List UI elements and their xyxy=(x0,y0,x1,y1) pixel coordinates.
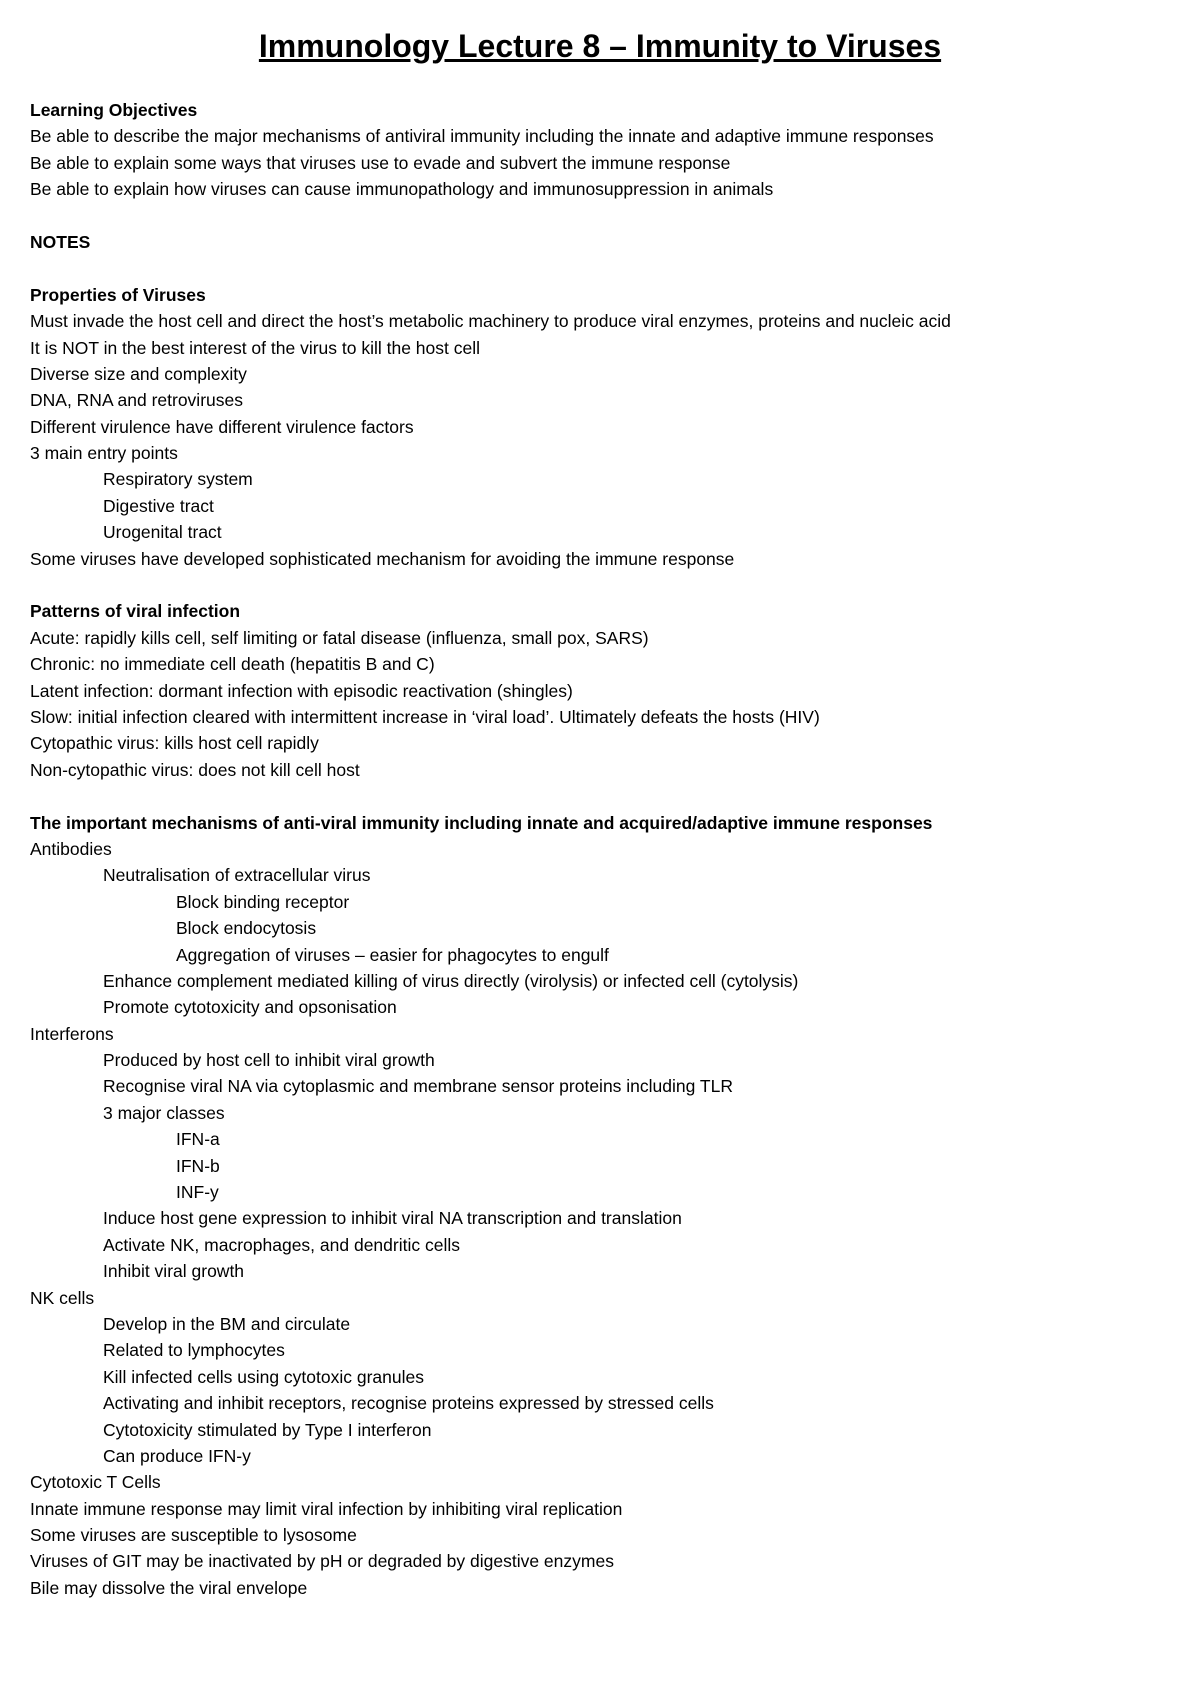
properties-line: Diverse size and complexity xyxy=(30,363,247,384)
neutralisation-item: Block endocytosis xyxy=(176,918,317,939)
objective-item: Be able to explain some ways that viruses use to evade and subvert the immune response xyxy=(30,152,731,173)
entry-point-item: Respiratory system xyxy=(103,469,253,490)
neutralisation-item: Aggregation of viruses – easier for phagocytes to engulf xyxy=(176,944,609,965)
nk-cells-item: Can produce IFN-y xyxy=(103,1445,251,1466)
pattern-line: Cytopathic virus: kills host cell rapidly xyxy=(30,733,319,754)
antibodies-item: Enhance complement mediated killing of virus directly (virolysis) or infected cell (cytolysis) xyxy=(103,970,799,991)
cytotoxic-t-label: Cytotoxic T Cells xyxy=(30,1472,161,1493)
interferon-class: INF-y xyxy=(176,1182,219,1203)
interferons-item: Induce host gene expression to inhibit viral NA transcription and translation xyxy=(103,1208,682,1229)
properties-line: 3 main entry points xyxy=(30,443,178,464)
antibodies-label: Antibodies xyxy=(30,838,112,859)
interferons-item: Activate NK, macrophages, and dendritic cells xyxy=(103,1234,460,1255)
pattern-line: Acute: rapidly kills cell, self limiting or fatal disease (influenza, small pox, SARS) xyxy=(30,627,649,648)
entry-point-item: Urogenital tract xyxy=(103,522,222,543)
objective-item: Be able to describe the major mechanisms of antiviral immunity including the innate and adaptive immune responses xyxy=(30,126,934,147)
neutralisation-item: Block binding receptor xyxy=(176,891,350,912)
nk-cells-item: Develop in the BM and circulate xyxy=(103,1313,351,1334)
properties-closing: Some viruses have developed sophisticated mechanism for avoiding the immune response xyxy=(30,548,735,569)
innate-line: Viruses of GIT may be inactivated by pH or degraded by digestive enzymes xyxy=(30,1551,614,1572)
notes-heading: NOTES xyxy=(30,231,91,252)
entry-point-item: Digestive tract xyxy=(103,495,214,516)
nk-cells-label: NK cells xyxy=(30,1287,95,1308)
properties-line: Different virulence have different virulence factors xyxy=(30,416,414,437)
properties-heading: Properties of Viruses xyxy=(30,284,206,305)
interferons-item: Inhibit viral growth xyxy=(103,1261,245,1282)
spacer xyxy=(30,572,1180,598)
antibodies-item: Neutralisation of extracellular virus xyxy=(103,865,371,886)
antibodies-item: Promote cytotoxicity and opsonisation xyxy=(103,997,397,1018)
document-body xyxy=(30,97,1180,1601)
interferons-label: Interferons xyxy=(30,1023,114,1044)
patterns-heading: Patterns of viral infection xyxy=(30,601,241,622)
page-title: Immunology Lecture 8 – Immunity to Viruses xyxy=(258,28,942,64)
spacer xyxy=(30,255,1180,281)
innate-line: Bile may dissolve the viral envelope xyxy=(30,1577,308,1598)
properties-line: Must invade the host cell and direct the host’s metabolic machinery to produce viral enzymes, proteins and nucleic acid xyxy=(30,311,951,332)
interferon-class: IFN-b xyxy=(176,1155,220,1176)
mechanisms-heading: The important mechanisms of anti-viral immunity including innate and acquired/adaptive immune responses xyxy=(30,812,933,833)
interferons-item: Recognise viral NA via cytoplasmic and membrane sensor proteins including TLR xyxy=(103,1076,733,1097)
interferons-item: Produced by host cell to inhibit viral growth xyxy=(103,1050,435,1071)
properties-line: It is NOT in the best interest of the virus to kill the host cell xyxy=(30,337,481,358)
nk-cells-item: Kill infected cells using cytotoxic granules xyxy=(103,1366,424,1387)
interferons-item: 3 major classes xyxy=(103,1102,225,1123)
pattern-line: Latent infection: dormant infection with episodic reactivation (shingles) xyxy=(30,680,573,701)
spacer xyxy=(30,203,1180,229)
learning-objectives-heading: Learning Objectives xyxy=(30,100,198,120)
nk-cells-item: Related to lymphocytes xyxy=(103,1340,285,1361)
nk-cells-item: Cytotoxicity stimulated by Type I interferon xyxy=(103,1419,432,1440)
pattern-line: Slow: initial infection cleared with intermittent increase in ‘viral load’. Ultimately defeats the hosts (HIV) xyxy=(30,706,820,727)
spacer xyxy=(30,783,1180,809)
pattern-line: Non-cytopathic virus: does not kill cell host xyxy=(30,759,360,780)
innate-line: Some viruses are susceptible to lysosome xyxy=(30,1525,357,1546)
interferon-class: IFN-a xyxy=(176,1129,220,1150)
nk-cells-item: Activating and inhibit receptors, recognise proteins expressed by stressed cells xyxy=(103,1393,714,1414)
properties-line: DNA, RNA and retroviruses xyxy=(30,390,243,411)
innate-line: Innate immune response may limit viral infection by inhibiting viral replication xyxy=(30,1498,623,1519)
pattern-line: Chronic: no immediate cell death (hepatitis B and C) xyxy=(30,654,435,675)
objective-item: Be able to explain how viruses can cause immunopathology and immunosuppression in animals xyxy=(30,179,774,200)
